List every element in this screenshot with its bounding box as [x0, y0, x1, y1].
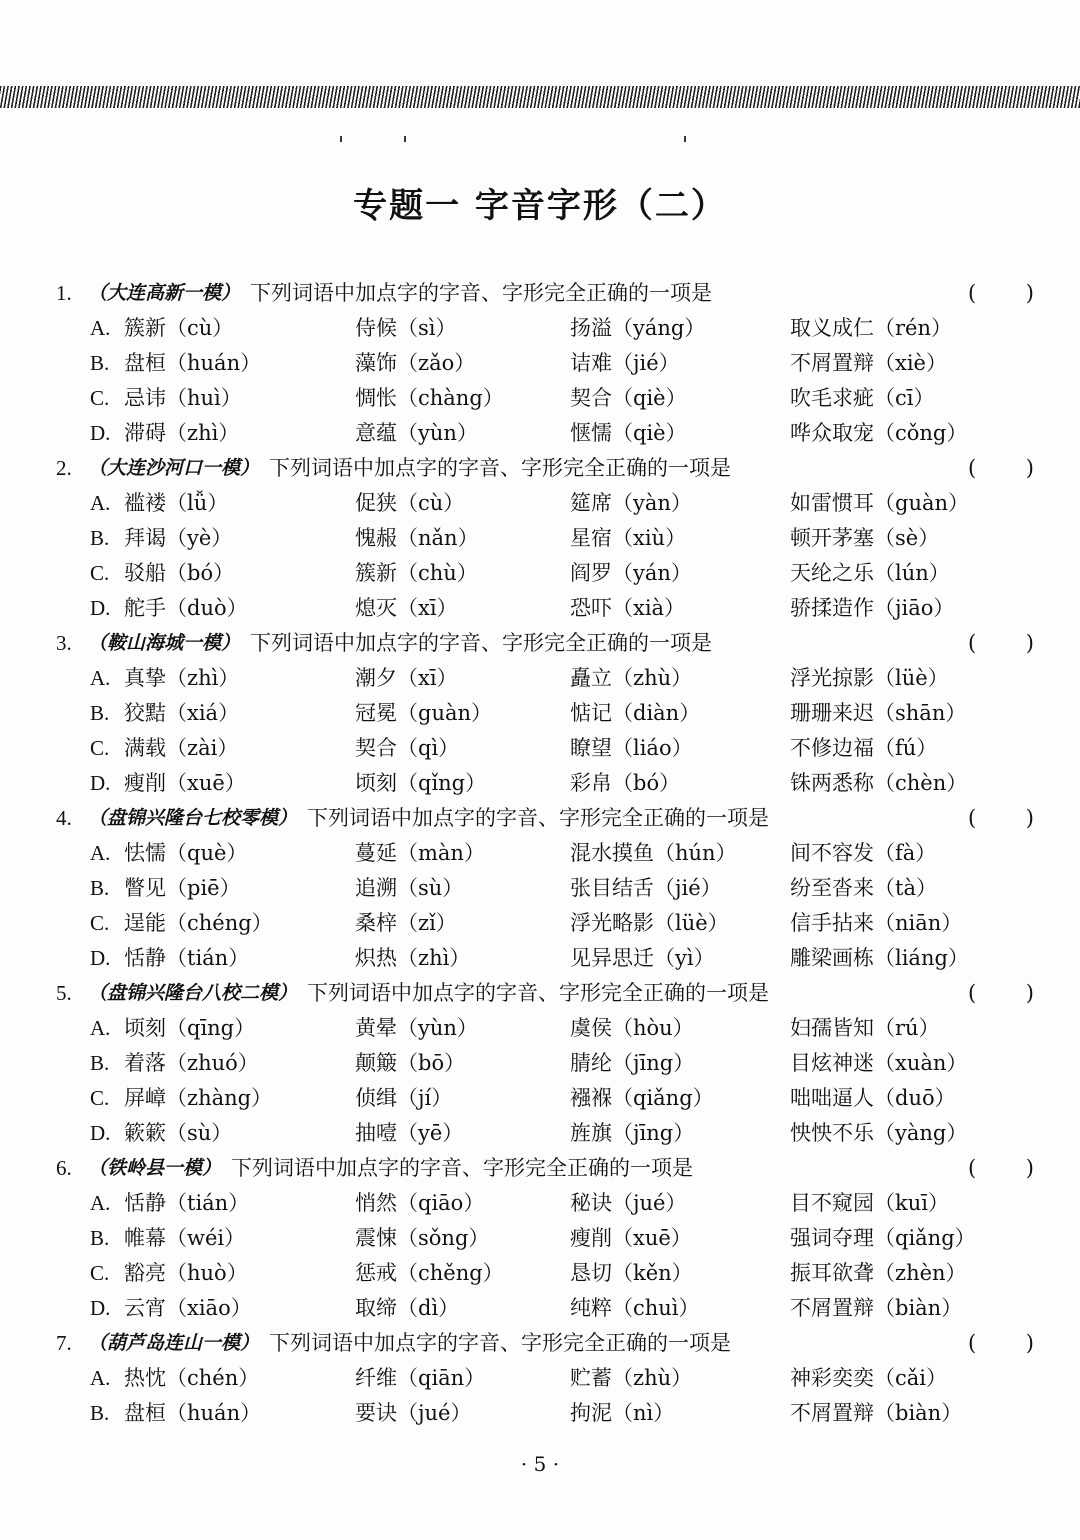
- option-word: 浮光略影（lüè）: [570, 911, 729, 935]
- page-title: 专题一 字音字形（二）: [353, 186, 727, 226]
- question-source: （盘锦兴隆台八校二模）: [88, 982, 298, 1004]
- option-label: D.: [90, 596, 111, 620]
- paren-open: (: [968, 981, 977, 1005]
- option-word: 襁褓（qiǎng）: [570, 1086, 714, 1110]
- option-word: 矗立（zhù）: [570, 666, 693, 690]
- option-word: 豁亮（huò）: [124, 1261, 248, 1285]
- option-word: 舵手（duò）: [124, 596, 248, 620]
- option-word: 瘦削（xuē）: [124, 771, 246, 795]
- option-word: 黄晕（yùn）: [355, 1016, 478, 1040]
- question-header: [0, 976, 1080, 1011]
- option-word: 混水摸鱼（hún）: [570, 841, 737, 865]
- option-row: [0, 556, 1080, 591]
- option-word: 取缔（dì）: [355, 1296, 460, 1320]
- question-source: （葫芦岛连山一模）: [88, 1332, 260, 1354]
- question-source: （大连高新一模）: [88, 282, 241, 304]
- option-word: 震悚（sǒng）: [355, 1226, 490, 1250]
- option-row: [0, 346, 1080, 381]
- option-word: 哗众取宠（cǒng）: [790, 421, 968, 445]
- option-row: [0, 591, 1080, 626]
- question-number: 5.: [56, 981, 72, 1005]
- paren-close: ): [1025, 806, 1034, 830]
- option-label: D.: [90, 946, 111, 970]
- option-word: 惆怅（chàng）: [355, 386, 504, 410]
- option-word: 契合（qì）: [355, 736, 460, 760]
- option-word: 盘桓（huán）: [124, 351, 262, 375]
- option-word: 惦记（diàn）: [570, 701, 701, 725]
- scan-mark: [404, 136, 406, 142]
- option-word: 妇孺皆知（rú）: [790, 1016, 940, 1040]
- question-source: （鞍山海城一模）: [88, 632, 241, 654]
- option-label: A.: [90, 666, 111, 690]
- question-header: [0, 451, 1080, 486]
- option-word: 蔓延（màn）: [355, 841, 485, 865]
- option-row: [0, 871, 1080, 906]
- option-row: [0, 1396, 1080, 1431]
- option-word: 铢两悉称（chèn）: [790, 771, 968, 795]
- option-word: 簌簌（sù）: [124, 1121, 233, 1145]
- question-text: 下列词语中加点字的字音、字形完全正确的一项是: [231, 1156, 693, 1180]
- question-number: 2.: [56, 456, 72, 480]
- question-number: 6.: [56, 1156, 72, 1180]
- option-word: 雕梁画栋（liáng）: [790, 946, 969, 970]
- option-word: 强词夺理（qiǎng）: [790, 1226, 976, 1250]
- option-word: 如雷惯耳（guàn）: [790, 491, 970, 515]
- paren-open: (: [968, 1156, 977, 1180]
- paren-close: ): [1025, 1156, 1034, 1180]
- question-header: [0, 276, 1080, 311]
- option-word: 浮光掠影（lüè）: [790, 666, 949, 690]
- option-label: D.: [90, 1121, 111, 1145]
- option-word: 星宿（xiù）: [570, 526, 687, 550]
- option-word: 骄揉造作（jiāo）: [790, 596, 955, 620]
- option-word: 顷刻（qǐng）: [355, 771, 487, 795]
- paren-close: ): [1025, 1331, 1034, 1355]
- option-label: B.: [90, 1051, 110, 1075]
- option-label: A.: [90, 1191, 111, 1215]
- option-word: 契合（qiè）: [570, 386, 687, 410]
- paren-close: ): [1025, 631, 1034, 655]
- option-word: 云宵（xiāo）: [124, 1296, 252, 1320]
- paren-open: (: [968, 456, 977, 480]
- option-label: D.: [90, 1296, 111, 1320]
- option-word: 间不容发（fà）: [790, 841, 937, 865]
- option-row: [0, 1361, 1080, 1396]
- option-word: 颠簸（bō）: [355, 1051, 466, 1075]
- option-word: 着落（zhuó）: [124, 1051, 259, 1075]
- option-word: 惬懦（qiè）: [570, 421, 687, 445]
- option-label: B.: [90, 701, 110, 725]
- option-word: 不屑置辩（biàn）: [790, 1401, 963, 1425]
- option-word: 拜谒（yè）: [124, 526, 233, 550]
- option-word: 恐吓（xià）: [570, 596, 686, 620]
- question-header: [0, 1326, 1080, 1361]
- paren-open: (: [968, 1331, 977, 1355]
- option-word: 愧赧（nǎn）: [355, 526, 479, 550]
- option-row: [0, 1081, 1080, 1116]
- option-label: C.: [90, 561, 110, 585]
- option-word: 意蕴（yùn）: [355, 421, 478, 445]
- option-word: 瘦削（xuē）: [570, 1226, 692, 1250]
- scan-mark: [684, 136, 686, 142]
- option-word: 潮夕（xī）: [355, 666, 458, 690]
- option-word: 拘泥（nì）: [570, 1401, 675, 1425]
- option-row: [0, 521, 1080, 556]
- question-number: 1.: [56, 281, 72, 305]
- option-word: 秘诀（jué）: [570, 1191, 687, 1215]
- question-header: [0, 1151, 1080, 1186]
- option-word: 逞能（chéng）: [124, 911, 273, 935]
- option-word: 纯粹（chuì）: [570, 1296, 700, 1320]
- option-word: 簇新（cù）: [124, 316, 234, 340]
- question-text: 下列词语中加点字的字音、字形完全正确的一项是: [269, 456, 731, 480]
- option-word: 忌讳（huì）: [124, 386, 242, 410]
- option-word: 满载（zài）: [124, 736, 239, 760]
- option-label: C.: [90, 386, 110, 410]
- paren-open: (: [968, 806, 977, 830]
- option-word: 彩帛（bó）: [570, 771, 681, 795]
- option-word: 要诀（jué）: [355, 1401, 472, 1425]
- option-row: [0, 696, 1080, 731]
- question-text: 下列词语中加点字的字音、字形完全正确的一项是: [250, 631, 712, 655]
- scan-mark: [340, 136, 342, 142]
- option-word: 旌旗（jīng）: [570, 1121, 695, 1145]
- paren-close: ): [1025, 981, 1034, 1005]
- option-word: 筵席（yàn）: [570, 491, 692, 515]
- option-row: [0, 941, 1080, 976]
- option-word: 阎罗（yán）: [570, 561, 692, 585]
- option-word: 狡黠（xiá）: [124, 701, 240, 725]
- option-word: 不屑置辩（biàn）: [790, 1296, 963, 1320]
- option-word: 不屑置辩（xiè）: [790, 351, 947, 375]
- option-word: 张目结舌（jié）: [570, 876, 722, 900]
- option-word: 恳切（kěn）: [570, 1261, 693, 1285]
- option-row: [0, 1221, 1080, 1256]
- option-label: B.: [90, 1401, 110, 1425]
- option-word: 滞碍（zhì）: [124, 421, 240, 445]
- option-word: 悄然（qiāo）: [355, 1191, 485, 1215]
- question-source: （盘锦兴隆台七校零模）: [88, 807, 298, 829]
- option-label: C.: [90, 1261, 110, 1285]
- option-label: A.: [90, 1366, 111, 1390]
- option-word: 天纶之乐（lún）: [790, 561, 950, 585]
- paren-close: ): [1025, 456, 1034, 480]
- option-word: 惩戒（chěng）: [355, 1261, 504, 1285]
- option-word: 吹毛求疵（cī）: [790, 386, 935, 410]
- option-row: [0, 311, 1080, 346]
- option-label: B.: [90, 876, 110, 900]
- question-header: [0, 801, 1080, 836]
- paren-open: (: [968, 631, 977, 655]
- option-word: 顿开茅塞（sè）: [790, 526, 940, 550]
- option-word: 信手拈来（niān）: [790, 911, 963, 935]
- option-word: 振耳欲聋（zhèn）: [790, 1261, 967, 1285]
- option-word: 冠冕（guàn）: [355, 701, 493, 725]
- page-number: · 5 ·: [520, 1452, 560, 1476]
- option-word: 取义成仁（rén）: [790, 316, 952, 340]
- option-word: 热忱（chén）: [124, 1366, 260, 1390]
- option-word: 瞥见（piē）: [124, 876, 241, 900]
- option-word: 怏怏不乐（yàng）: [790, 1121, 968, 1145]
- option-row: [0, 416, 1080, 451]
- option-word: 见异思迁（yì）: [570, 946, 715, 970]
- option-word: 褴褛（lǚ）: [124, 491, 229, 515]
- option-word: 促狭（cù）: [355, 491, 465, 515]
- option-row: [0, 766, 1080, 801]
- option-word: 贮蓄（zhù）: [570, 1366, 693, 1390]
- option-row: [0, 836, 1080, 871]
- option-word: 纷至沓来（tà）: [790, 876, 937, 900]
- option-word: 怯懦（què）: [124, 841, 248, 865]
- option-label: C.: [90, 911, 110, 935]
- option-word: 恬静（tián）: [124, 1191, 250, 1215]
- option-word: 帷幕（wéi）: [124, 1226, 246, 1250]
- option-label: D.: [90, 421, 111, 445]
- option-row: [0, 486, 1080, 521]
- question-text: 下列词语中加点字的字音、字形完全正确的一项是: [307, 981, 769, 1005]
- option-row: [0, 661, 1080, 696]
- option-label: B.: [90, 1226, 110, 1250]
- question-source: （铁岭县一模）: [88, 1157, 222, 1179]
- question-source: （大连沙河口一模）: [88, 457, 260, 479]
- option-word: 神彩奕奕（cǎi）: [790, 1366, 947, 1390]
- option-word: 真挚（zhì）: [124, 666, 240, 690]
- option-label: B.: [90, 351, 110, 375]
- option-row: [0, 906, 1080, 941]
- question-number: 3.: [56, 631, 72, 655]
- option-label: A.: [90, 491, 111, 515]
- option-word: 桑梓（zǐ）: [355, 911, 457, 935]
- question-number: 4.: [56, 806, 72, 830]
- option-word: 顷刻（qīng）: [124, 1016, 256, 1040]
- option-word: 珊珊来迟（shān）: [790, 701, 967, 725]
- paren-close: ): [1025, 281, 1034, 305]
- option-row: [0, 1186, 1080, 1221]
- option-word: 簇新（chù）: [355, 561, 478, 585]
- question-text: 下列词语中加点字的字音、字形完全正确的一项是: [269, 1331, 731, 1355]
- option-row: [0, 1046, 1080, 1081]
- option-row: [0, 1291, 1080, 1326]
- option-word: 咄咄逼人（duō）: [790, 1086, 956, 1110]
- option-word: 扬溢（yáng）: [570, 316, 706, 340]
- option-word: 瞭望（liáo）: [570, 736, 693, 760]
- option-word: 驳船（bó）: [124, 561, 235, 585]
- option-word: 诘难（jié）: [570, 351, 680, 375]
- option-row: [0, 381, 1080, 416]
- option-word: 侦缉（jí）: [355, 1086, 453, 1110]
- option-word: 恬静（tián）: [124, 946, 250, 970]
- option-row: [0, 1011, 1080, 1046]
- option-word: 腈纶（jīng）: [570, 1051, 695, 1075]
- option-word: 抽噎（yē）: [355, 1121, 464, 1145]
- question-number: 7.: [56, 1331, 72, 1355]
- option-word: 屏嶂（zhàng）: [124, 1086, 273, 1110]
- option-word: 目炫神迷（xuàn）: [790, 1051, 968, 1075]
- option-word: 目不窥园（kuī）: [790, 1191, 949, 1215]
- option-label: A.: [90, 1016, 111, 1040]
- question-list: [0, 276, 1080, 1431]
- option-word: 藻饰（zǎo）: [355, 351, 476, 375]
- question-header: [0, 626, 1080, 661]
- option-label: C.: [90, 1086, 110, 1110]
- option-row: [0, 1256, 1080, 1291]
- option-row: [0, 1116, 1080, 1151]
- option-label: D.: [90, 771, 111, 795]
- option-label: B.: [90, 526, 110, 550]
- paren-open: (: [968, 281, 977, 305]
- option-word: 不修边福（fú）: [790, 736, 938, 760]
- question-text: 下列词语中加点字的字音、字形完全正确的一项是: [250, 281, 712, 305]
- question-text: 下列词语中加点字的字音、字形完全正确的一项是: [307, 806, 769, 830]
- option-word: 熄灭（xī）: [355, 596, 458, 620]
- top-decorative-band: [0, 86, 1080, 108]
- option-row: [0, 731, 1080, 766]
- option-word: 侍候（sì）: [355, 316, 457, 340]
- option-word: 盘桓（huán）: [124, 1401, 262, 1425]
- option-word: 虞侯（hòu）: [570, 1016, 694, 1040]
- option-label: A.: [90, 316, 111, 340]
- option-label: C.: [90, 736, 110, 760]
- option-label: A.: [90, 841, 111, 865]
- option-word: 纤维（qiān）: [355, 1366, 486, 1390]
- option-word: 炽热（zhì）: [355, 946, 471, 970]
- option-word: 追溯（sù）: [355, 876, 464, 900]
